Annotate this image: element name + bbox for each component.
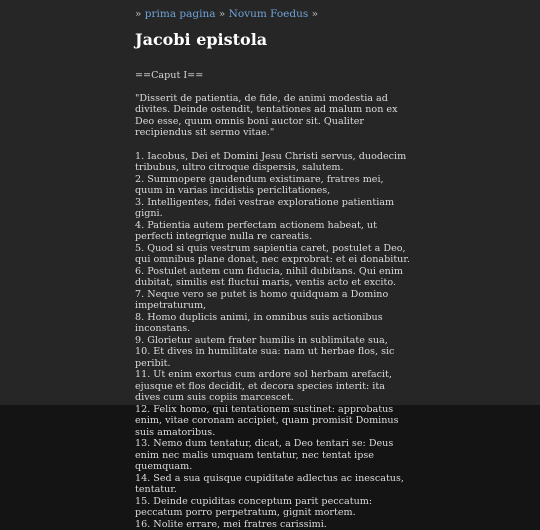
verse: 9. Glorietur autem frater humilis in sublimitate sua, [135,335,413,347]
verse: 14. Sed a sua quisque cupiditate adlectus ac inescatus, tentatur. [135,473,413,496]
breadcrumb-link-prima-pagina[interactable]: prima pagina [145,8,216,20]
verse: 3. Intelligentes, fidei vestrae exploratione patientiam gigni. [135,197,413,220]
verse-list [135,151,413,530]
breadcrumb-link-novum-foedus[interactable]: Novum Foedus [229,8,309,20]
verse: 7. Neque vero se putet is homo quidquam a Domino impetraturum, [135,289,413,312]
verse: 12. Felix homo, qui tentationem sustinet: approbatus enim, vitae coronam accipiet, quam promisit Dominus suis amatoribus. [135,404,413,439]
verse: 6. Postulet autem cum fiducia, nihil dubitans. Qui enim dubitat, similis est fluctui maris, ventis acto et excito. [135,266,413,289]
chapter-heading: ==Caput I== [135,70,413,82]
verse: 13. Nemo dum tentatur, dicat, a Deo tentari se: Deus enim nec malis umquam tentatur, nec tentat ipse quemquam. [135,438,413,473]
breadcrumb-separator: » [312,8,318,20]
breadcrumb-separator: » [135,8,141,20]
breadcrumb-separator: » [219,8,225,20]
verse: 8. Homo duplicis animi, in omnibus suis actionibus inconstans. [135,312,413,335]
article-content [135,6,413,530]
verse: 15. Deinde cupiditas conceptum parit peccatum: peccatum porro perpetratum, gignit mortem. [135,496,413,519]
verse: 1. Iacobus, Dei et Domini Jesu Christi servus, duodecim tribubus, ultro citroque dispersis, salutem. [135,151,413,174]
page-title: Jacobi epistola [135,30,413,50]
verse: 2. Summopere gaudendum existimare, fratres mei, quum in varias incidistis periclitationes, [135,174,413,197]
verse: 11. Ut enim exortus cum ardore sol herbam arefacit, ejusque et flos decidit, et decora species interit: ita dives cum suis copiis marcescet. [135,369,413,404]
verse: 16. Nolite errare, mei fratres carissimi. [135,519,413,530]
verse: 5. Quod si quis vestrum sapientia caret, postulet a Deo, qui omnibus plane donat, nec exprobrat: et ei donabitur. [135,243,413,266]
chapter-summary: "Disserit de patientia, de fide, de animi modestia ad divites. Deinde ostendit, tentationes ad malum non ex Deo esse, quum omnis boni auctor sit. Qualiter recipiendus sit sermo vitae." [135,93,413,139]
verse: 4. Patientia autem perfectam actionem habeat, ut perfecti integrique nulla re careatis. [135,220,413,243]
verse: 10. Et dives in humilitate sua: nam ut herbae flos, sic peribit. [135,346,413,369]
breadcrumb [135,6,413,22]
